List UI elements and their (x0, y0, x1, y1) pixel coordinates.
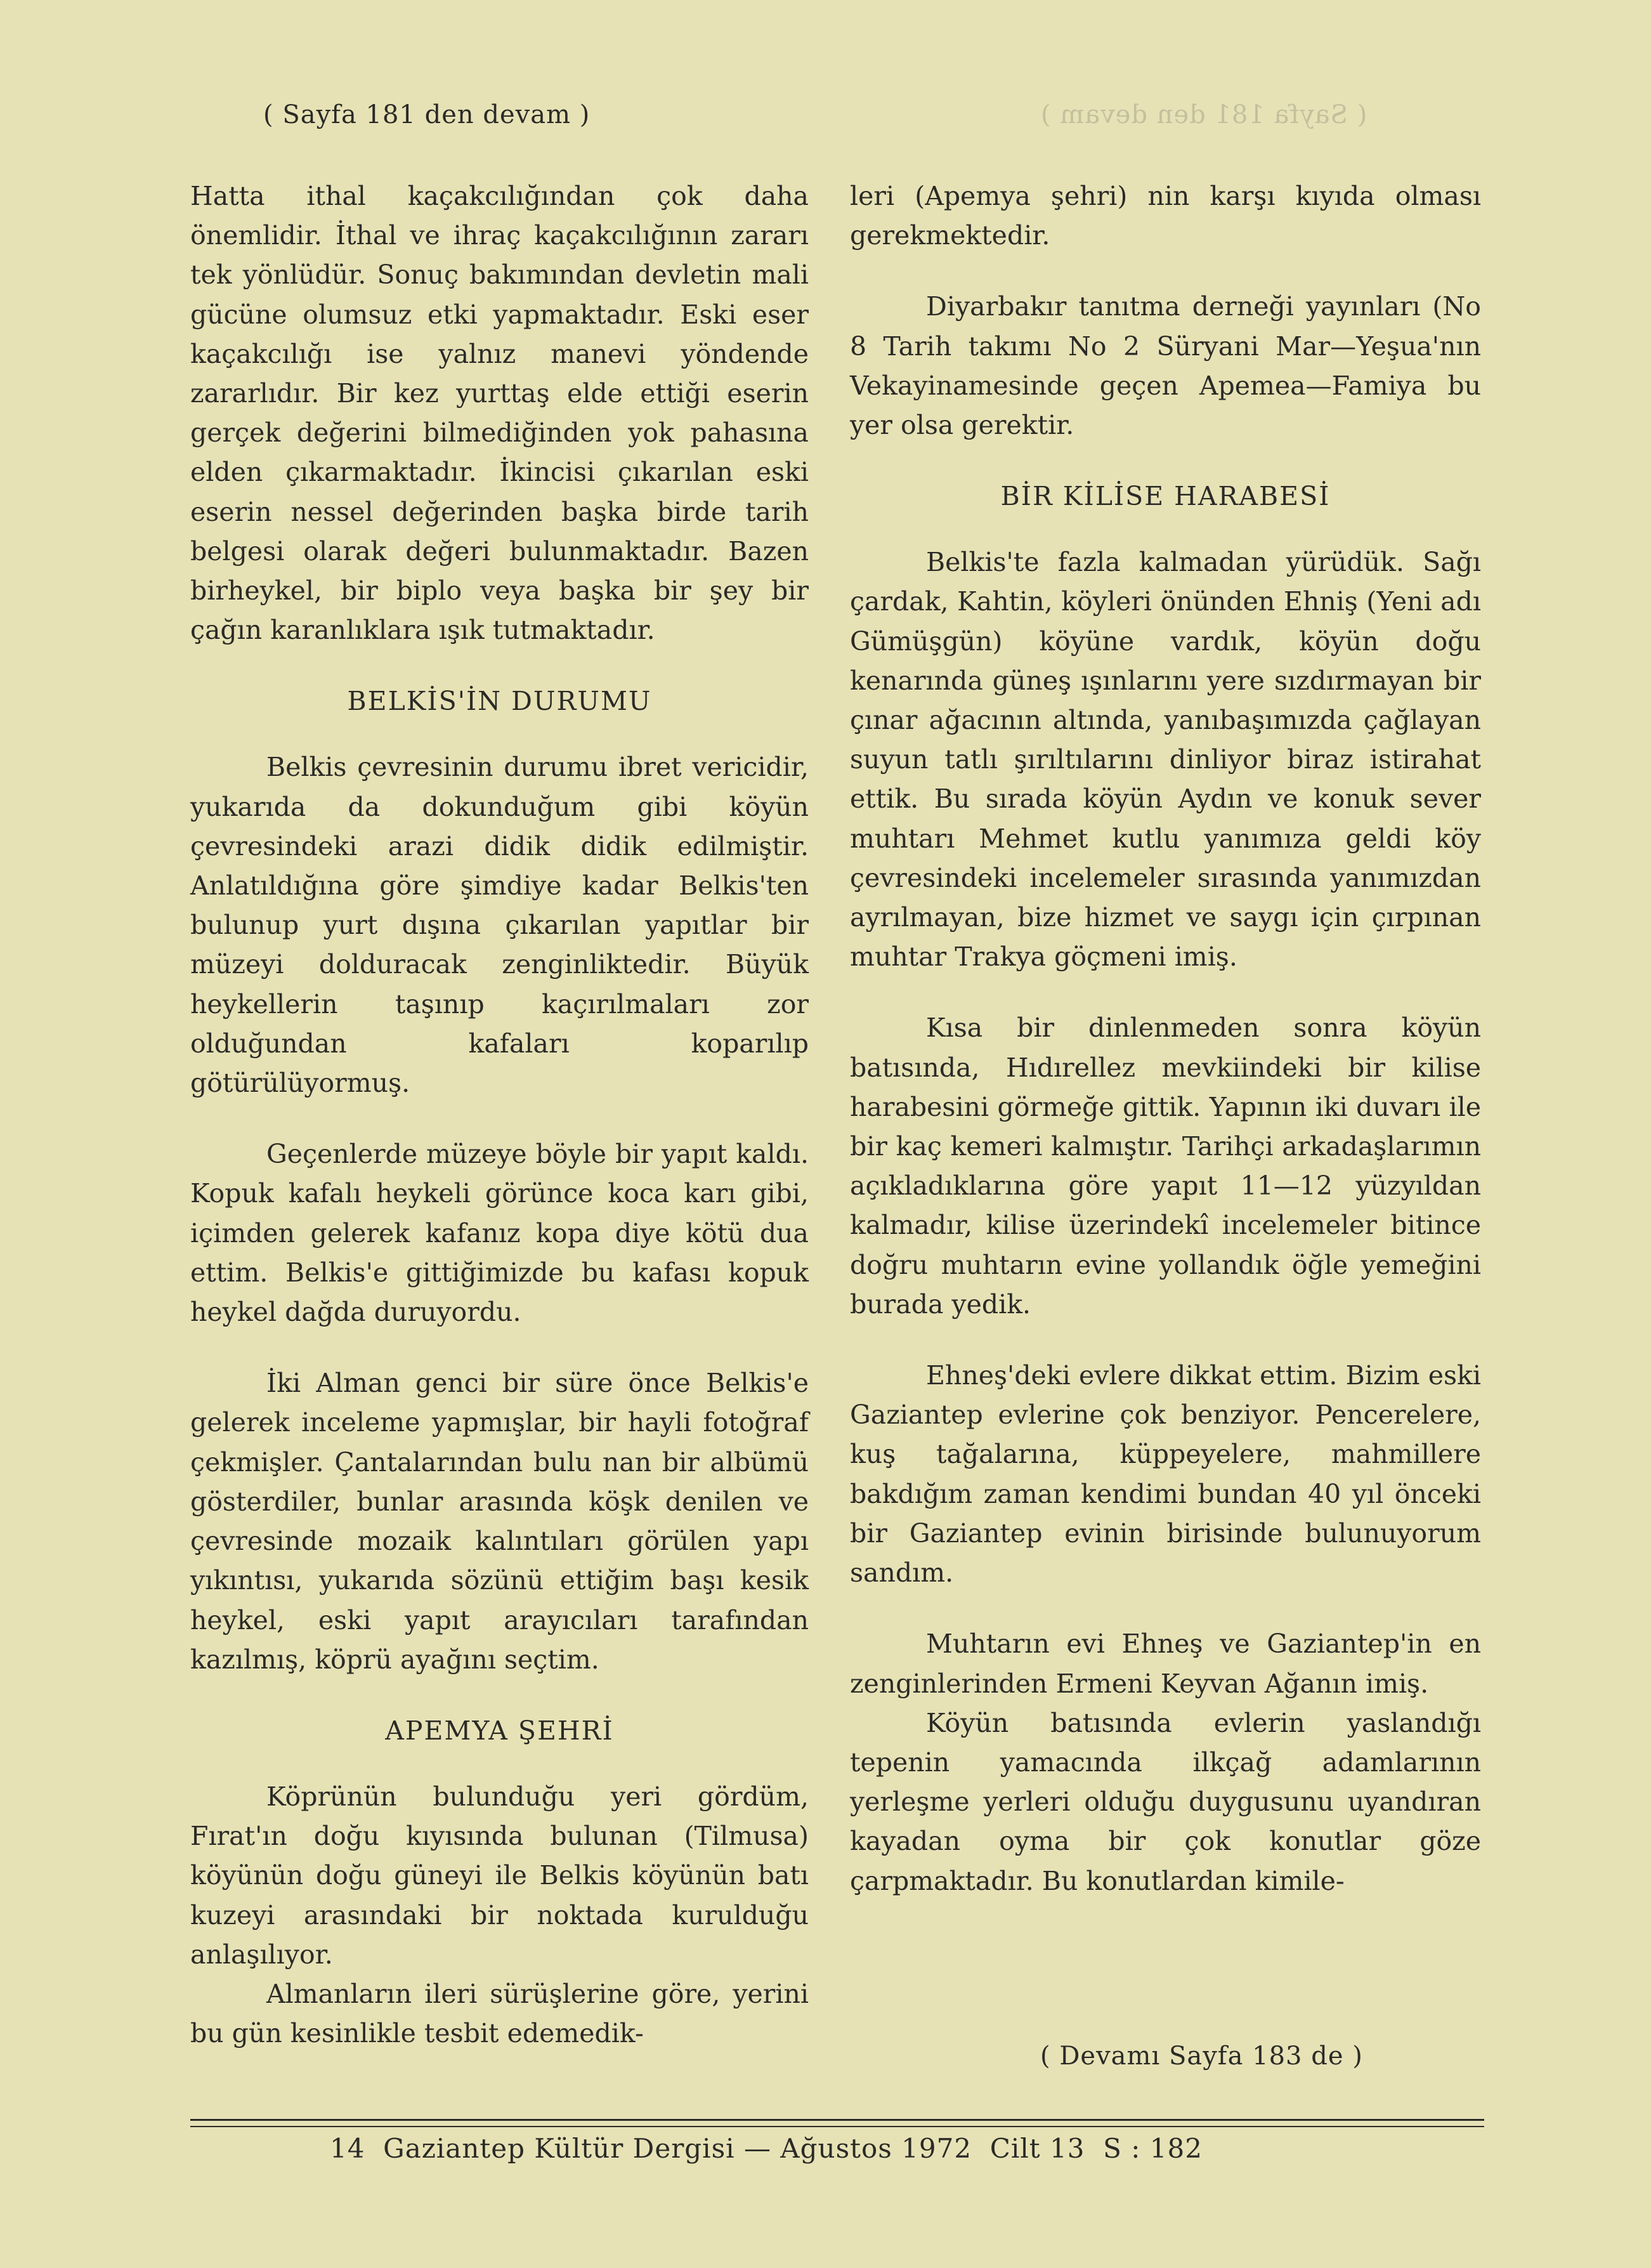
article-paragraph: Ehneş'deki evlere dikkat ettim. Bizim eski Gaziantep evlerine çok benziyor. Pencerelere, kuş tağalarına, küppeyelere, mahmillere bakdığım zaman kendimi bundan 40 yıl önceki bir Gaziantep evinin birisinde bulunuyorum sandım. (850, 1360, 1481, 1589)
footer-rule (190, 2119, 1484, 2121)
footer-rule (190, 2126, 1484, 2127)
magazine-name: Gaziantep Kültür Dergisi (383, 2133, 735, 2164)
section-heading-kilise: BİR KİLİSE HARABESİ (1000, 481, 1331, 512)
left-column (190, 176, 809, 2053)
issue-number: S : 182 (1103, 2133, 1203, 2164)
issue-date: Ağustos 1972 (780, 2133, 972, 2164)
article-paragraph: Hatta ithal kaçakcılığından çok daha önemlidir. İthal ve ihraç kaçakcılığının zararı tek yönlüdür. Sonuç bakımından devletin mali gücüne olumsuz etki yapmaktadır. Eski eser kaçakcılığı ise yalnız manevi yöndende zararlıdır. Bir kez yurttaş elde ettiği eserin gerçek değerini bilmediğinden yok pahasına elden çıkarmaktadır. İkincisi çıkarılan eski eserin nessel değerinden başka birde tarih belgesi olarak değeri bulunmaktadır. Bazen birheykel, bir biplo veya başka bir şey bir çağın karanlıklara ışık tutmaktadır. (190, 181, 809, 646)
article-paragraph: Köyün batısında evlerin yaslandığı tepenin yamacında ilkçağ adamlarının yerleşme yerleri olduğu duygusunu uyandıran kayadan oyma bir çok konutlar göze çarpmaktadır. Bu konutlardan kimile- (850, 1707, 1481, 1896)
right-column (850, 176, 1481, 1901)
article-paragraph: Belkis çevresinin durumu ibret vericidir, yukarıda da dokunduğum gibi köyün çevresindeki arazi didik didik edilmiştir. Anlatıldığına göre şimdiye kadar Belkis'ten bulunup yurt dışına çıkarılan yapıtlar bir müzeyi dolduracak zenginliktedir. Büyük heykellerin taşınıp kaçırılmaları zor olduğundan kafaları koparılıp götürülüyormuş. (190, 752, 809, 1099)
article-paragraph: Köprünün bulunduğu yeri gördüm, Fırat'ın doğu kıyısında bulunan (Tilmusa) köyünün doğu güneyi ile Belkis köyünün batı kuzeyi arasındaki bir noktada kurulduğu anlaşılıyor. (190, 1781, 809, 1970)
section-heading-belkis: BELKİS'İN DURUMU (347, 686, 652, 717)
article-paragraph: Diyarbakır tanıtma derneği yayınları (No 8 Tarih takımı No 2 Süryani Mar—Yeşua'nın Vekayinamesinde geçen Apemea—Famiya bu yer olsa gerektir. (850, 291, 1481, 441)
article-paragraph: Geçenlerde müzeye böyle bir yapıt kaldı. Kopuk kafalı heykeli görünce koca karı gibi, içimden gelerek kafanız kopa diye kötü dua ettim. Belkis'e gittiğimizde bu kafası kopuk heykel dağda duruyordu. (190, 1139, 809, 1328)
bleed-through-text: ( Sayfa 181 den devam ) (1040, 100, 1367, 129)
continued-from-label: ( Sayfa 181 den devam ) (263, 100, 591, 129)
article-paragraph: Muhtarın evi Ehneş ve Gaziantep'in en zenginlerinden Ermeni Keyvan Ağanın imiş. (850, 1629, 1481, 1699)
page-footer (330, 2133, 1203, 2164)
article-paragraph: Belkis'te fazla kalmadan yürüdük. Sağı çardak, Kahtin, köyleri önünden Ehniş (Yeni adı Gümüşgün) köyüne vardık, köyün doğu kenarında güneş ışınlarını yere sızdırmayan bir çınar ağacının altında, yanıbaşımızda çağlayan suyun tatlı şırıltılarını dinliyor biraz istirahat ettik. Bu sırada köyün Aydın ve konuk sever muhtarı Mehmet kutlu yanımıza geldi köy çevresindeki incelemeler sırasında yanımızdan ayrılmayan, bize hizmet ve saygı için çırpınan muhtar Trakya göçmeni imiş. (850, 547, 1481, 973)
page-number: 14 (330, 2133, 365, 2164)
article-paragraph: Kısa bir dinlenmeden sonra köyün batısında, Hıdırellez mevkiindeki bir kilise harabesini görmeğe gittik. Yapının iki duvarı ile bir kaç kemeri kalmıştır. Tarihçi arkadaşlarımın açıkladıklarına göre yapıt 11—12 yüzyıldan kalmadır, kilise üzerindekî incelemeler bitince doğru muhtarın evine yollandık öğle yemeğini burada yedik. (850, 1013, 1481, 1320)
article-paragraph: Almanların ileri sürüşlerine göre, yerini bu gün kesinlikle tesbit edemedik- (190, 1978, 809, 2049)
article-paragraph: İki Alman genci bir süre önce Belkis'e gelerek inceleme yapmışlar, bir hayli fotoğraf çekmişler. Çantalarından bulu nan bir albümü gösterdiler, bunlar arasında köşk denilen ve çevresinde mozaik kalıntıları görülen yapı yıkıntısı, yukarıda sözünü ettiğim başı kesik heykel, eski yapıt arayıcıları tarafından kazılmış, köprü ayağını seçtim. (190, 1368, 809, 1675)
footer-separator: — (743, 2133, 771, 2164)
article-paragraph: leri (Apemya şehri) nin karşı kıyıda olması gerekmektedir. (850, 181, 1481, 251)
section-heading-apemya: APEMYA ŞEHRİ (385, 1715, 614, 1746)
volume-label: Cilt 13 (989, 2133, 1085, 2164)
continued-to-label: ( Devamı Sayfa 183 de ) (1040, 2042, 1363, 2071)
